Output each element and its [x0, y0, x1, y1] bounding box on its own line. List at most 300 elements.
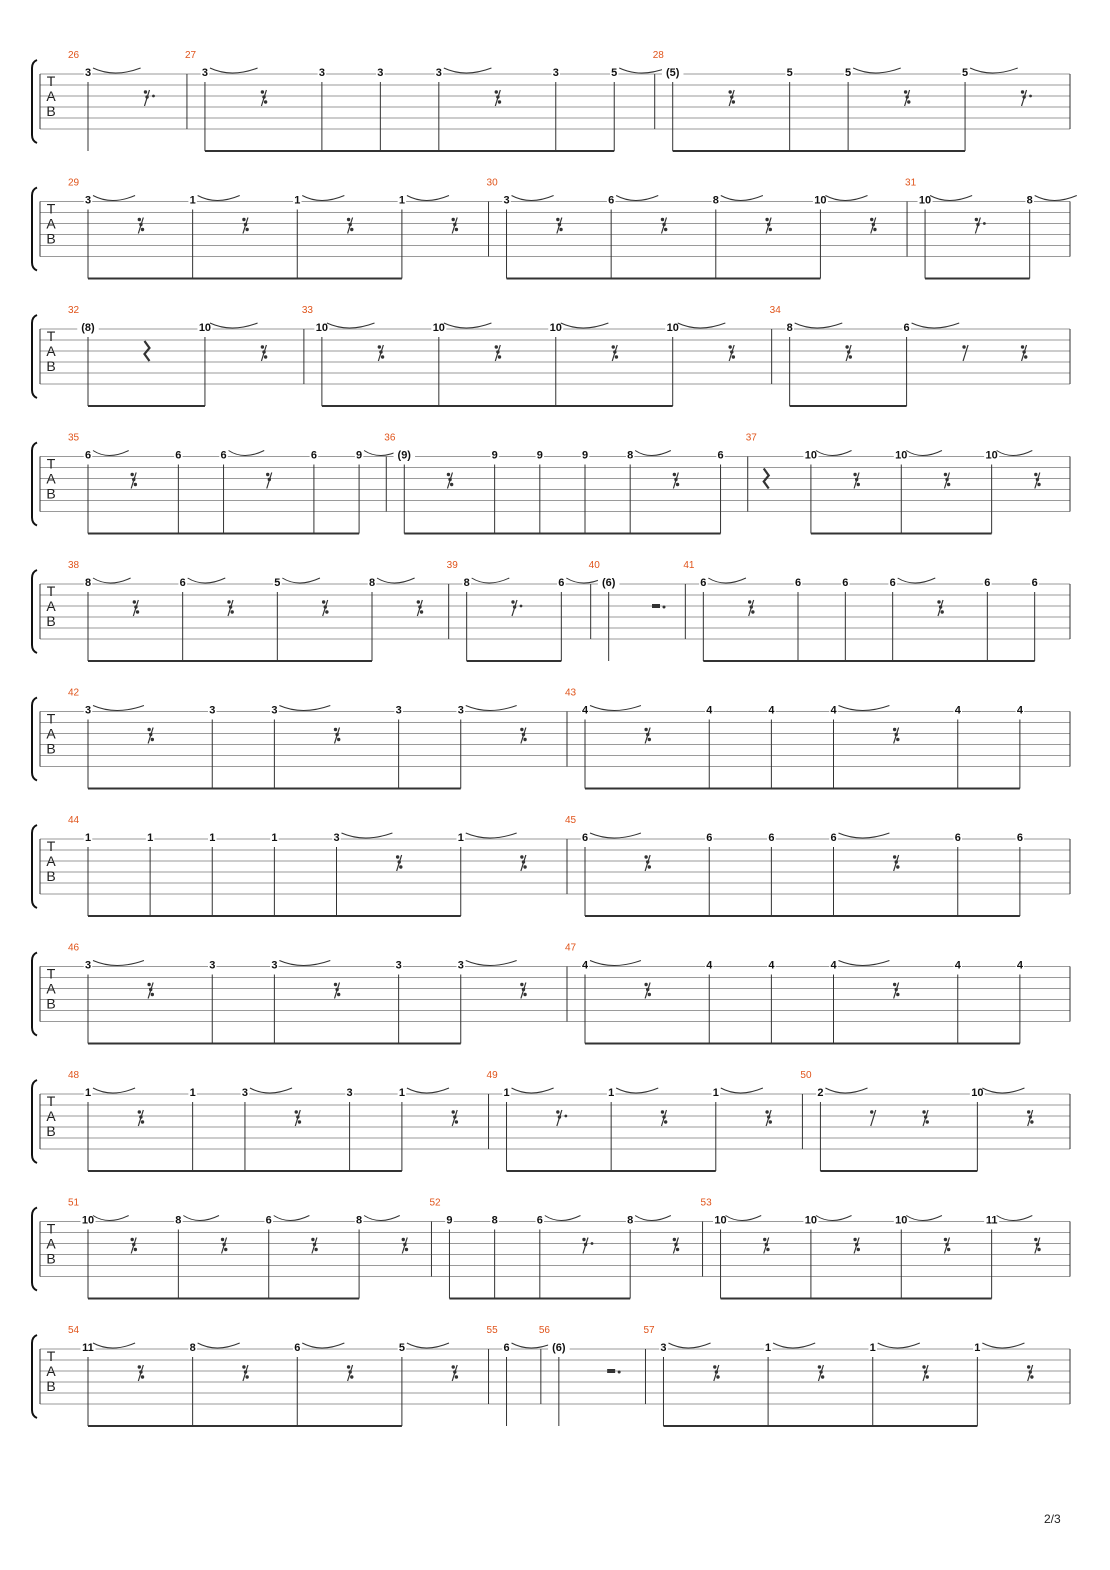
- rest-flag: [337, 993, 340, 996]
- rest: [130, 1238, 137, 1254]
- note: [394, 960, 403, 1044]
- rest-flag: [455, 228, 458, 231]
- measure: [68, 433, 400, 534]
- tie-arc: [839, 961, 890, 966]
- rest-flag: [644, 728, 647, 731]
- tab-clef-letter: A: [46, 853, 56, 869]
- measure-number: 35: [68, 432, 80, 444]
- rest-flag: [139, 1115, 142, 1118]
- fret-number: 6: [265, 1214, 272, 1227]
- measure-number: 57: [643, 1325, 655, 1336]
- rest-flag: [348, 223, 351, 226]
- fret-number: 3: [201, 67, 209, 79]
- fret-number: 1: [503, 1087, 510, 1099]
- rest-flag: [732, 100, 735, 103]
- fret-number: 9: [581, 449, 589, 462]
- tab-clef-letter: A: [46, 470, 56, 487]
- note: [767, 832, 776, 916]
- rest-flag: [322, 600, 325, 603]
- note: [829, 705, 889, 789]
- fret-number: 3: [209, 959, 216, 972]
- fret-number: 5: [274, 577, 281, 589]
- rest-flag: [661, 218, 664, 221]
- rest: [818, 1365, 825, 1381]
- fret-number: 8: [463, 577, 470, 589]
- rest-flag: [1022, 350, 1025, 353]
- tie-arc: [997, 451, 1033, 456]
- note: [1016, 705, 1025, 789]
- rest-flag: [558, 223, 561, 226]
- note: [581, 960, 641, 1044]
- rest: [582, 1238, 593, 1254]
- note: [310, 450, 319, 534]
- rest-flag: [1030, 1120, 1033, 1123]
- note: [201, 67, 258, 151]
- note: [659, 1342, 710, 1426]
- tab-clef-letter: A: [46, 980, 56, 997]
- rest: [556, 218, 563, 234]
- rest-flag: [853, 473, 856, 476]
- rest-flag: [452, 1110, 455, 1113]
- note: [764, 1342, 815, 1426]
- tie-arc: [93, 1216, 129, 1221]
- note: [394, 705, 403, 789]
- rest-flag: [855, 478, 858, 481]
- note: [208, 705, 217, 789]
- rest-flag: [334, 728, 337, 731]
- rest-flag: [399, 865, 402, 868]
- rest-flag: [922, 1365, 925, 1368]
- rest-flag: [730, 95, 733, 98]
- system-bracket: [32, 1335, 37, 1418]
- tab-clef-letter: A: [46, 1235, 56, 1252]
- measure-number: 34: [769, 305, 781, 316]
- tie-arc: [997, 1216, 1033, 1221]
- note: [355, 1215, 400, 1299]
- rest-flag: [750, 605, 753, 608]
- rest-flag: [676, 1248, 679, 1251]
- fret-number: 8: [1026, 194, 1033, 207]
- note: [293, 1342, 344, 1426]
- measure: [68, 815, 527, 916]
- rest-flag: [732, 355, 735, 358]
- rest: [728, 345, 735, 361]
- rest-flag: [350, 228, 353, 231]
- note: [829, 960, 889, 1044]
- measure-number: 40: [588, 560, 600, 571]
- note: [264, 1215, 309, 1299]
- measure: [701, 1198, 1041, 1299]
- note: [699, 577, 746, 661]
- rest-flag: [646, 988, 649, 991]
- rest-flag: [648, 993, 651, 996]
- rest: [147, 728, 154, 744]
- note: [1016, 960, 1025, 1044]
- rest: [644, 983, 651, 999]
- rest: [130, 473, 137, 489]
- tab-clef-letter: B: [46, 613, 56, 629]
- rest-dot: [1029, 95, 1032, 98]
- note: [954, 705, 963, 789]
- measure-number: 27: [184, 50, 197, 61]
- rest-flag: [496, 350, 499, 353]
- fret-number: 3: [84, 704, 92, 717]
- rest-flag: [420, 610, 423, 613]
- rest-flag: [139, 1370, 142, 1373]
- rest: [242, 1365, 249, 1381]
- note: [983, 577, 992, 661]
- fret-number: 6: [842, 577, 849, 589]
- note: [270, 832, 279, 916]
- fret-number: (5): [665, 67, 680, 79]
- tie-arc: [906, 1216, 942, 1221]
- tie-arc: [466, 833, 517, 838]
- measure-number: 39: [446, 560, 458, 571]
- rest-flag: [905, 95, 908, 98]
- rest-flag: [962, 345, 965, 348]
- rest-flag: [261, 90, 264, 93]
- note: [829, 832, 889, 916]
- note: [332, 832, 392, 916]
- fret-number: 5: [786, 67, 793, 79]
- rest-dot: [564, 1115, 567, 1118]
- tie-arc: [183, 1216, 219, 1221]
- tab-clef-letter: T: [46, 965, 56, 982]
- tab-system: [32, 815, 1070, 916]
- rest-flag: [1036, 1243, 1039, 1246]
- rest-flag: [870, 218, 873, 221]
- rest-flag: [520, 855, 523, 858]
- fret-number: 6: [706, 832, 713, 844]
- tie-arc: [302, 196, 344, 201]
- note: [293, 195, 344, 279]
- rest-flag: [924, 1115, 927, 1118]
- rest-flag: [381, 355, 384, 358]
- note: [84, 960, 144, 1044]
- tab-system: [32, 1070, 1070, 1171]
- tie-arc: [472, 578, 510, 583]
- tab-clef-letter: T: [46, 583, 56, 599]
- note: [490, 450, 499, 534]
- fret-number: 4: [830, 959, 837, 972]
- fret-number: 2: [817, 1087, 824, 1099]
- rest-flag: [615, 355, 618, 358]
- rest-flag: [612, 345, 615, 348]
- measure: [302, 305, 735, 406]
- note: [457, 960, 517, 1044]
- note: [767, 960, 776, 1044]
- rest-flag: [926, 1375, 929, 1378]
- fret-number: 10: [666, 322, 679, 334]
- rest-flag: [922, 1110, 925, 1113]
- rest-flag: [417, 600, 420, 603]
- rest: [652, 604, 666, 609]
- rest: [922, 1365, 929, 1381]
- tie-arc: [1035, 196, 1077, 201]
- rest-flag: [227, 600, 230, 603]
- note: [1025, 195, 1076, 279]
- rest-flag: [347, 1365, 350, 1368]
- rest-flag: [944, 1238, 947, 1241]
- note: [794, 577, 803, 661]
- rest-flag: [337, 738, 340, 741]
- rest-flag: [674, 478, 677, 481]
- rest: [661, 218, 668, 234]
- fret-number: 10: [985, 449, 998, 462]
- measure-number: 29: [68, 177, 80, 189]
- rest-flag: [379, 350, 382, 353]
- measure: [185, 50, 667, 151]
- rest-flag: [138, 1365, 141, 1368]
- rest-flag: [268, 478, 271, 481]
- measure-number: 46: [68, 942, 80, 954]
- rest-flag: [676, 483, 679, 486]
- fret-number: 3: [84, 194, 92, 207]
- rest-flag: [855, 1243, 858, 1246]
- tie-arc: [816, 1216, 852, 1221]
- rest: [511, 600, 522, 616]
- tab-clef-letter: T: [46, 1348, 56, 1364]
- rest: [556, 1110, 567, 1126]
- note: [84, 705, 144, 789]
- rest-flag: [296, 1115, 299, 1118]
- fret-number: 3: [435, 67, 442, 79]
- tie-arc: [970, 68, 1018, 73]
- measure: [746, 433, 1041, 534]
- fret-number: 9: [491, 449, 498, 462]
- tie-arc: [795, 323, 843, 328]
- rest: [1021, 345, 1028, 361]
- rest: [347, 1365, 354, 1381]
- note: [712, 1087, 763, 1171]
- fret-number: 10: [895, 1214, 908, 1227]
- tie-arc: [282, 578, 320, 583]
- rest-flag: [298, 1120, 301, 1123]
- rest: [765, 218, 772, 234]
- rest-flag: [245, 1375, 248, 1378]
- rest: [261, 90, 268, 106]
- rest-flag: [313, 1243, 316, 1246]
- rest-flag: [939, 605, 942, 608]
- rest-flag: [455, 1120, 458, 1123]
- tie-arc: [210, 68, 258, 73]
- rest-flag: [130, 473, 133, 476]
- rest: [1034, 473, 1041, 489]
- rest: [495, 90, 502, 106]
- fret-number: 3: [552, 67, 559, 79]
- rest-flag: [396, 855, 399, 858]
- fret-number: 11: [985, 1214, 998, 1227]
- rest: [261, 345, 268, 361]
- fret-number: 3: [503, 194, 510, 207]
- note: [581, 705, 641, 789]
- rest-flag: [673, 1238, 676, 1241]
- rest-flag: [523, 738, 526, 741]
- note: [368, 577, 415, 661]
- rest-flag: [453, 223, 456, 226]
- fret-number: 10: [895, 449, 908, 462]
- rest-flag: [893, 855, 896, 858]
- note: [77, 322, 99, 406]
- note: [394, 450, 416, 534]
- rest-flag: [765, 1243, 768, 1246]
- rest-flag: [1021, 90, 1024, 93]
- rest: [673, 473, 680, 489]
- fret-number: 1: [712, 1087, 719, 1099]
- tab-clef-letter: B: [46, 868, 56, 884]
- rest-flag: [334, 983, 337, 986]
- fret-number: 4: [1016, 959, 1023, 972]
- system-bracket: [32, 825, 37, 908]
- rest: [447, 473, 454, 489]
- measure: [68, 943, 527, 1044]
- rest-flag: [136, 610, 139, 613]
- tie-arc: [302, 1343, 344, 1348]
- tie-arc: [188, 578, 226, 583]
- rest: [1034, 1238, 1041, 1254]
- rest-flag: [132, 478, 135, 481]
- rest-flag: [398, 860, 401, 863]
- tab-clef-letter: T: [46, 328, 56, 344]
- rest-flag: [748, 600, 751, 603]
- fret-number: 8: [368, 577, 376, 589]
- rest-flag: [847, 350, 850, 353]
- tie-arc: [982, 1343, 1024, 1348]
- note: [841, 577, 850, 661]
- tie-arc: [198, 1343, 240, 1348]
- rest-dot: [663, 606, 666, 609]
- note: [178, 577, 225, 661]
- rest-flag: [1034, 1238, 1037, 1241]
- note: [241, 1087, 292, 1171]
- fret-number: 6: [503, 1342, 510, 1354]
- tie-arc: [839, 833, 890, 838]
- note: [208, 960, 217, 1044]
- rest-flag: [522, 733, 525, 736]
- fret-number: 6: [536, 1214, 543, 1227]
- note: [84, 1087, 135, 1171]
- measure: [565, 943, 1024, 1044]
- rest-flag: [893, 983, 896, 986]
- note: [705, 960, 714, 1044]
- rest-flag: [664, 1120, 667, 1123]
- measure: [643, 1325, 1033, 1426]
- tab-clef-letter: A: [46, 1363, 56, 1379]
- fret-number: 8: [175, 1214, 182, 1227]
- note: [767, 705, 776, 789]
- rest-flag: [242, 1365, 245, 1368]
- fret-number: 3: [84, 67, 92, 79]
- note: [557, 577, 604, 661]
- note: [457, 832, 517, 916]
- fret-number: 1: [457, 832, 464, 844]
- tie-arc: [93, 706, 144, 711]
- rest-flag: [857, 483, 860, 486]
- measure: [68, 305, 267, 406]
- tie-arc: [773, 1343, 815, 1348]
- rest-flag: [873, 228, 876, 231]
- tie-arc: [616, 1088, 658, 1093]
- tab-clef-letter: A: [46, 598, 56, 614]
- rest-flag: [662, 1115, 665, 1118]
- fret-number: 10: [804, 1214, 818, 1227]
- rest-flag: [495, 345, 498, 348]
- rest-flag: [896, 993, 899, 996]
- measure-number: 37: [745, 432, 757, 444]
- fret-number: 8: [356, 1214, 363, 1227]
- measure: [68, 50, 155, 151]
- rest-flag: [335, 733, 338, 736]
- measure-number: 41: [683, 560, 695, 571]
- note: [803, 450, 851, 534]
- system-bracket: [32, 570, 37, 653]
- note: [84, 577, 131, 661]
- fret-number: 5: [961, 67, 969, 79]
- tab-clef-letter: B: [46, 358, 56, 374]
- note: [490, 1215, 499, 1299]
- measure: [565, 815, 1024, 916]
- tab-system: [32, 50, 1070, 151]
- rest: [1027, 1110, 1034, 1126]
- note: [918, 195, 973, 279]
- rest-flag: [134, 1248, 137, 1251]
- fret-number: 8: [84, 577, 92, 589]
- rest-flag: [498, 355, 501, 358]
- note: [894, 450, 942, 534]
- rest: [452, 1365, 459, 1381]
- note: [435, 67, 492, 151]
- rest-flag: [1034, 473, 1037, 476]
- measure-number: 28: [652, 50, 664, 61]
- fret-number: 3: [395, 959, 402, 972]
- rest: [893, 728, 900, 744]
- rest-flag: [730, 350, 733, 353]
- rest-flag: [311, 1238, 314, 1241]
- rest-flag: [452, 218, 455, 221]
- fret-number: 11: [82, 1342, 94, 1354]
- rest: [138, 1365, 145, 1381]
- rest-flag: [138, 1110, 141, 1113]
- rest-flag: [895, 988, 898, 991]
- fret-number: 9: [536, 449, 543, 462]
- tie-arc: [327, 323, 375, 328]
- measure: [447, 560, 604, 661]
- note: [318, 67, 327, 151]
- fret-number: 3: [395, 704, 402, 717]
- fret-number: 1: [869, 1342, 876, 1354]
- rest-flag: [976, 223, 979, 226]
- note: [954, 832, 963, 916]
- measure-number: 47: [565, 942, 577, 954]
- fret-number: 3: [271, 704, 278, 717]
- system-bracket: [32, 1080, 37, 1163]
- fret-number: 1: [294, 194, 301, 207]
- fret-number: 4: [1016, 704, 1023, 717]
- tie-arc: [466, 961, 517, 966]
- rest-flag: [149, 988, 152, 991]
- measure-number: 33: [301, 305, 314, 316]
- tie-arc: [839, 706, 890, 711]
- rest-flag: [522, 860, 525, 863]
- rest-flag: [295, 1110, 298, 1113]
- system-bracket: [32, 1208, 37, 1291]
- rest: [728, 90, 735, 106]
- note: [607, 195, 658, 279]
- measure-number: 44: [68, 815, 80, 826]
- rest: [893, 983, 900, 999]
- system-bracket: [32, 60, 37, 143]
- fret-number: 4: [706, 704, 713, 717]
